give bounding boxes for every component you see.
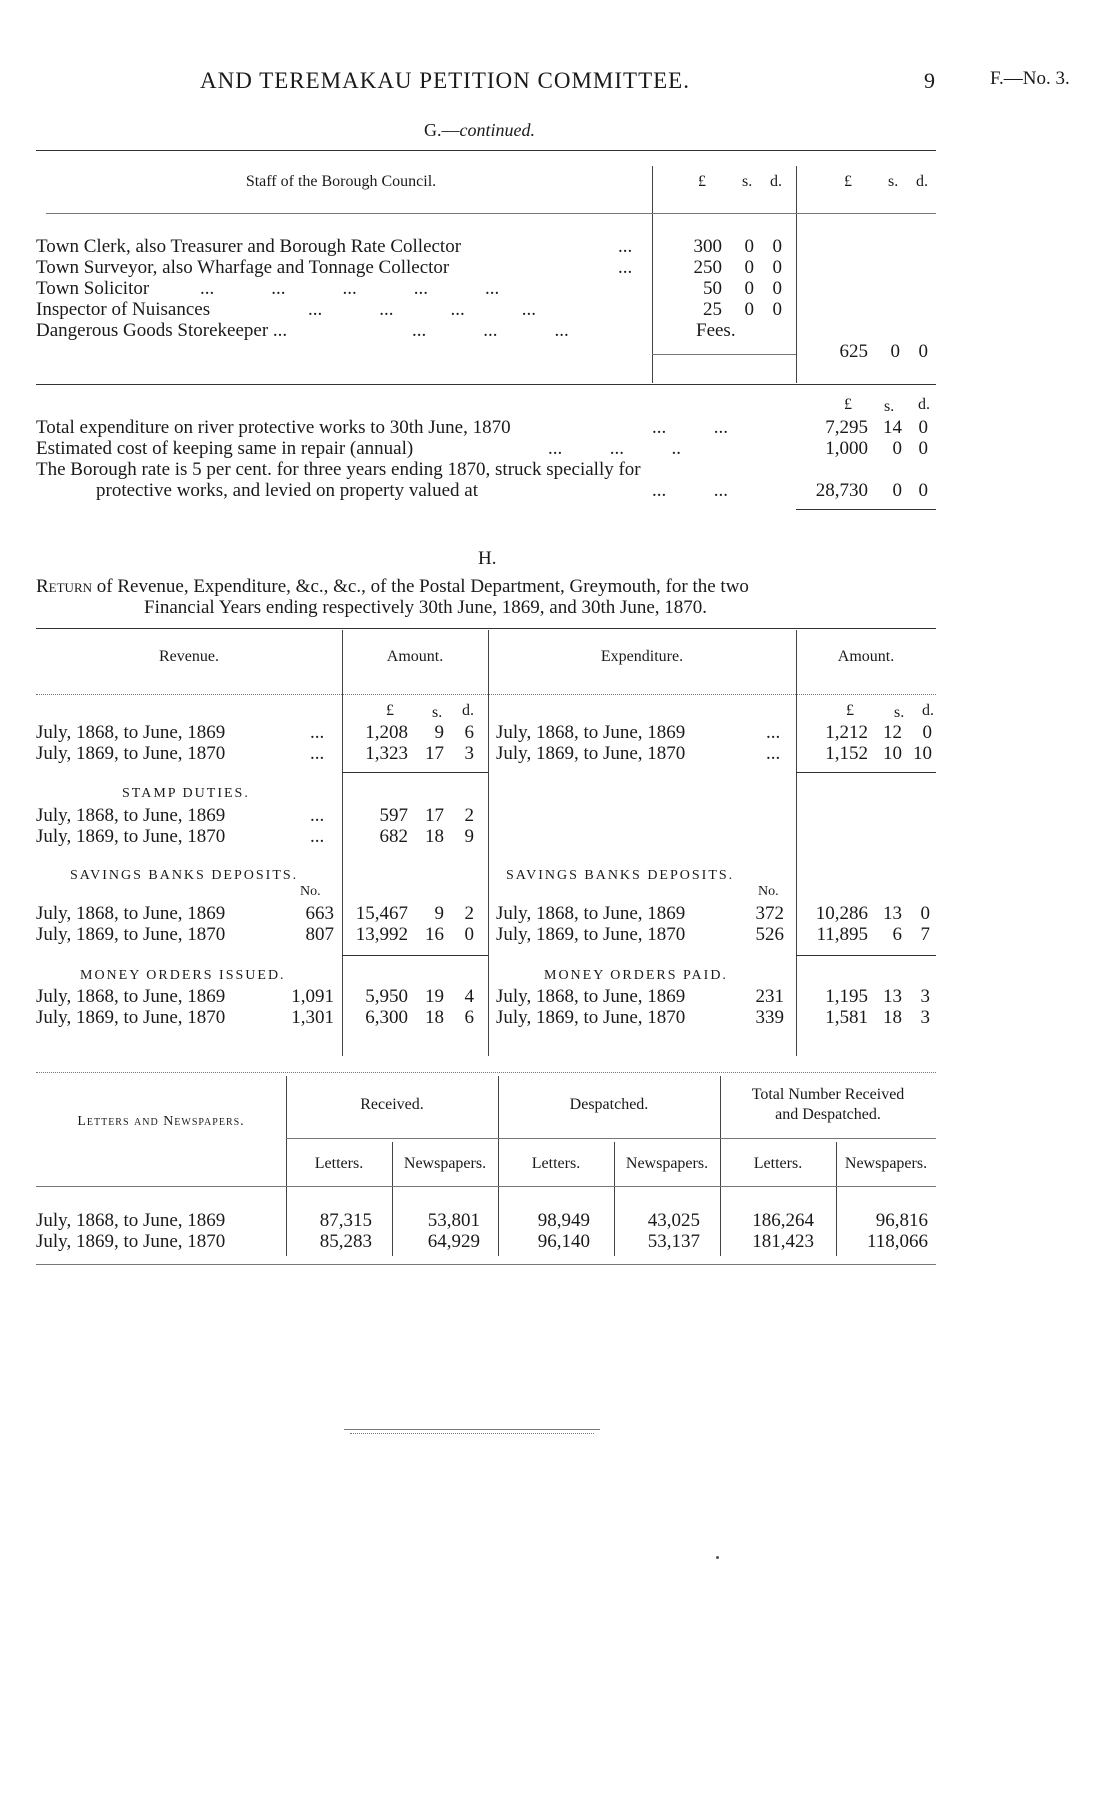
money-issued-pence: 6	[464, 1007, 474, 1028]
savings-heading-expenditure: SAVINGS BANKS DEPOSITS.	[506, 868, 735, 883]
staff-pounds: 250	[693, 257, 722, 278]
table-bottom-rule	[36, 384, 936, 385]
savings-pounds: 11,895	[816, 924, 868, 945]
savings-pence: 7	[920, 924, 930, 945]
staff-shillings: 0	[744, 299, 754, 320]
savings-row-label: July, 1868, to June, 1869	[36, 903, 226, 924]
staff-total-shillings: 0	[890, 341, 900, 362]
savings-count: 807	[305, 924, 334, 945]
number-header: No.	[758, 884, 779, 899]
money-orders-paid-heading: MONEY ORDERS PAID.	[544, 968, 728, 983]
savings-row-label: July, 1868, to June, 1869	[496, 903, 686, 924]
leader-dots: ... ... ...	[412, 320, 569, 341]
subtotal-rule	[796, 955, 936, 956]
total-letters-value: 186,264	[752, 1210, 814, 1231]
amount-header: Amount.	[386, 648, 444, 665]
summary-label: Estimated cost of keeping same in repair (annual)	[36, 438, 414, 459]
summary-pence: 0	[918, 480, 928, 501]
total-newspapers-value: 96,816	[875, 1210, 928, 1231]
money-issued-pence: 4	[464, 986, 474, 1007]
expenditure-header: Expenditure.	[600, 648, 684, 665]
summary-pounds: 28,730	[815, 480, 868, 501]
money-paid-pence: 3	[920, 1007, 930, 1028]
despatched-header: Despatched.	[569, 1096, 649, 1113]
page-number: 9	[924, 68, 935, 93]
currency-pound-header: £	[844, 396, 852, 413]
section-g-label: G.—	[424, 120, 460, 140]
currency-pence-header: d.	[922, 702, 934, 719]
expenditure-shillings: 12	[883, 722, 902, 743]
staff-column-header: Staff of the Borough Council.	[245, 173, 437, 190]
money-issued-shillings: 18	[425, 1007, 444, 1028]
leader-dots: ...	[766, 743, 781, 764]
leader-dots: ... ...	[652, 480, 728, 501]
summary-shillings: 0	[892, 480, 902, 501]
money-issued-row-label: July, 1868, to June, 1869	[36, 986, 226, 1007]
currency-pound-header: £	[698, 173, 706, 190]
subtotal-rule	[796, 772, 936, 773]
expenditure-pence: 0	[922, 722, 932, 743]
currency-shilling-header: s.	[884, 398, 895, 415]
letters-row-label: July, 1869, to June, 1870	[36, 1231, 226, 1252]
money-paid-pounds: 1,195	[825, 986, 868, 1007]
currency-pence-header: d.	[462, 702, 474, 719]
staff-pounds: 300	[693, 236, 722, 257]
summary-pence: 0	[918, 438, 928, 459]
staff-pence: 0	[772, 278, 782, 299]
revenue-header: Revenue.	[159, 648, 219, 665]
total-header-line1: Total Number Received	[751, 1086, 905, 1103]
header-rule	[46, 213, 936, 214]
column-divider	[796, 166, 797, 383]
staff-row-label: Inspector of Nuisances	[36, 299, 211, 320]
section-h-heading: H.	[478, 548, 497, 569]
total-newspapers-header: Newspapers.	[844, 1155, 928, 1172]
revenue-pence: 6	[464, 722, 474, 743]
money-issued-shillings: 19	[425, 986, 444, 1007]
leader-dots: ... ... ... ...	[308, 299, 536, 320]
revenue-pounds: 1,323	[365, 743, 408, 764]
currency-pound-header: £	[846, 702, 854, 719]
staff-pounds: 50	[703, 278, 722, 299]
revenue-row-label: July, 1869, to June, 1870	[36, 743, 226, 764]
summary-label: Total expenditure on river protective works to 30th June, 1870	[36, 417, 511, 438]
summary-pounds: 7,295	[825, 417, 868, 438]
summary-shillings: 0	[892, 438, 902, 459]
stamp-pounds: 682	[379, 826, 408, 847]
return-title-line1	[36, 576, 749, 598]
savings-shillings: 16	[425, 924, 444, 945]
stamp-row-label: July, 1868, to June, 1869	[36, 805, 226, 826]
money-issued-count: 1,091	[291, 986, 334, 1007]
table-bottom-rule	[36, 1264, 936, 1265]
staff-total-pounds: 625	[839, 341, 868, 362]
page-title: AND TEREMAKAU PETITION COMMITTEE.	[200, 68, 690, 93]
currency-pence-header: d.	[918, 396, 930, 413]
despatched-newspapers-value: 43,025	[647, 1210, 700, 1231]
staff-fees: Fees.	[696, 320, 736, 341]
received-header: Received.	[360, 1096, 424, 1113]
money-paid-count: 231	[755, 986, 784, 1007]
summary-label: The Borough rate is 5 per cent. for three years ending 1870, struck specially for	[36, 459, 641, 480]
money-paid-shillings: 18	[883, 1007, 902, 1028]
leader-dots: ... ...	[652, 417, 728, 438]
staff-pounds: 25	[703, 299, 722, 320]
staff-shillings: 0	[744, 257, 754, 278]
savings-pence: 2	[464, 903, 474, 924]
savings-row-label: July, 1869, to June, 1870	[36, 924, 226, 945]
leader-dots: ...	[310, 826, 325, 847]
revenue-shillings: 9	[434, 722, 444, 743]
savings-pence: 0	[464, 924, 474, 945]
expenditure-pounds: 1,212	[825, 722, 868, 743]
savings-shillings: 9	[434, 903, 444, 924]
staff-row-label: Town Surveyor, also Wharfage and Tonnage Collector	[36, 257, 450, 278]
subtotal-rule	[342, 955, 488, 956]
money-paid-count: 339	[755, 1007, 784, 1028]
savings-row-label: July, 1869, to June, 1870	[496, 924, 686, 945]
savings-pounds: 13,992	[355, 924, 408, 945]
leader-dots: ...	[618, 236, 633, 257]
savings-pence: 0	[920, 903, 930, 924]
total-rule	[796, 509, 936, 510]
savings-count: 526	[755, 924, 784, 945]
letters-row-header: Letters and Newspapers.	[77, 1114, 245, 1129]
header-rule	[36, 1186, 936, 1187]
table-top-rule	[36, 628, 936, 629]
savings-shillings: 13	[883, 903, 902, 924]
summary-shillings: 14	[883, 417, 902, 438]
revenue-pounds: 1,208	[365, 722, 408, 743]
savings-count: 663	[305, 903, 334, 924]
money-paid-row-label: July, 1869, to June, 1870	[496, 1007, 686, 1028]
leader-dots: ...	[310, 722, 325, 743]
money-paid-shillings: 13	[883, 986, 902, 1007]
document-reference: F.—No. 3.	[990, 68, 1070, 89]
stamp-pence: 9	[464, 826, 474, 847]
summary-pounds: 1,000	[825, 438, 868, 459]
stamp-shillings: 17	[425, 805, 444, 826]
received-letters-header: Letters.	[314, 1155, 364, 1172]
leader-dots: ...	[618, 257, 633, 278]
money-issued-pounds: 5,950	[365, 986, 408, 1007]
despatched-letters-header: Letters.	[531, 1155, 581, 1172]
leader-dots: ...	[310, 743, 325, 764]
money-issued-count: 1,301	[291, 1007, 334, 1028]
staff-pence: 0	[772, 236, 782, 257]
leader-dots: ...	[310, 805, 325, 826]
staff-total-pence: 0	[918, 341, 928, 362]
expenditure-row-label: July, 1869, to June, 1870	[496, 743, 686, 764]
savings-count: 372	[755, 903, 784, 924]
savings-heading-revenue: SAVINGS BANKS DEPOSITS.	[70, 868, 299, 883]
column-divider	[652, 166, 653, 383]
expenditure-pounds: 1,152	[825, 743, 868, 764]
return-word: Return	[36, 576, 93, 597]
subtotal-rule	[342, 772, 488, 773]
currency-pound-header: £	[386, 702, 394, 719]
currency-shilling-header: s.	[742, 173, 753, 190]
leader-dots: ... ... ..	[548, 438, 681, 459]
staff-pence: 0	[772, 299, 782, 320]
stamp-pounds: 597	[379, 805, 408, 826]
table-top-rule	[36, 150, 936, 151]
closing-rule	[350, 1433, 594, 1434]
table-bottom-rule	[36, 1072, 936, 1073]
currency-shilling-header: s.	[894, 704, 905, 721]
staff-row-label: Dangerous Goods Storekeeper ...	[36, 320, 288, 341]
staff-row-label: Town Clerk, also Treasurer and Borough Rate Collector	[36, 236, 462, 257]
letters-row-label: July, 1868, to June, 1869	[36, 1210, 226, 1231]
savings-shillings: 6	[892, 924, 902, 945]
summary-label: protective works, and levied on property valued at	[96, 480, 478, 501]
return-title-text: of Revenue, Expenditure, &c., &c., of the Postal Department, Greymouth, for the two	[96, 576, 749, 597]
revenue-pence: 3	[464, 743, 474, 764]
expenditure-row-label: July, 1868, to June, 1869	[496, 722, 686, 743]
currency-pence-header-total: d.	[916, 173, 928, 190]
expenditure-shillings: 10	[883, 743, 902, 764]
staff-shillings: 0	[744, 278, 754, 299]
despatched-newspapers-header: Newspapers.	[625, 1155, 709, 1172]
currency-shilling-header: s.	[432, 704, 443, 721]
revenue-row-label: July, 1868, to June, 1869	[36, 722, 226, 743]
leader-dots: ...	[766, 722, 781, 743]
total-header-line2: and Despatched.	[775, 1106, 881, 1123]
group-header-rule	[286, 1138, 936, 1139]
money-issued-row-label: July, 1869, to June, 1870	[36, 1007, 226, 1028]
despatched-letters-value: 96,140	[537, 1231, 590, 1252]
section-g-continued: continued.	[459, 120, 535, 140]
savings-pounds: 10,286	[815, 903, 868, 924]
currency-pound-header-total: £	[844, 173, 852, 190]
leader-dots: ... ... ... ... ...	[200, 278, 500, 299]
savings-pounds: 15,467	[355, 903, 408, 924]
stamp-shillings: 18	[425, 826, 444, 847]
money-orders-issued-heading: MONEY ORDERS ISSUED.	[80, 968, 286, 983]
received-letters-value: 87,315	[319, 1210, 372, 1231]
received-newspapers-header: Newspapers.	[403, 1155, 487, 1172]
despatched-newspapers-value: 53,137	[647, 1231, 700, 1252]
stamp-pence: 2	[464, 805, 474, 826]
total-newspapers-value: 118,066	[866, 1231, 928, 1252]
amount-header-2: Amount.	[837, 648, 895, 665]
despatched-letters-value: 98,949	[537, 1210, 590, 1231]
money-paid-pence: 3	[920, 986, 930, 1007]
return-title-line2: Financial Years ending respectively 30th June, 1869, and 30th June, 1870.	[144, 597, 708, 618]
money-paid-pounds: 1,581	[825, 1007, 868, 1028]
section-g-heading	[424, 120, 535, 141]
stamp-duties-heading: STAMP DUTIES.	[122, 786, 250, 801]
revenue-shillings: 17	[425, 743, 444, 764]
summary-pence: 0	[918, 417, 928, 438]
closing-rule	[344, 1429, 600, 1430]
received-newspapers-value: 64,929	[427, 1231, 480, 1252]
received-newspapers-value: 53,801	[427, 1210, 480, 1231]
staff-row-label: Town Solicitor	[36, 278, 150, 299]
total-letters-header: Letters.	[753, 1155, 803, 1172]
header-rule	[36, 694, 936, 695]
stamp-row-label: July, 1869, to June, 1870	[36, 826, 226, 847]
total-letters-value: 181,423	[752, 1231, 814, 1252]
currency-pence-header: d.	[770, 173, 782, 190]
expenditure-pence: 10	[913, 743, 932, 764]
received-letters-value: 85,283	[319, 1231, 372, 1252]
money-issued-pounds: 6,300	[365, 1007, 408, 1028]
staff-pence: 0	[772, 257, 782, 278]
currency-shilling-header-total: s.	[888, 173, 899, 190]
money-paid-row-label: July, 1868, to June, 1869	[496, 986, 686, 1007]
number-header: No.	[300, 884, 321, 899]
staff-shillings: 0	[744, 236, 754, 257]
subtotal-rule	[652, 354, 796, 355]
ink-speck	[716, 1556, 719, 1559]
